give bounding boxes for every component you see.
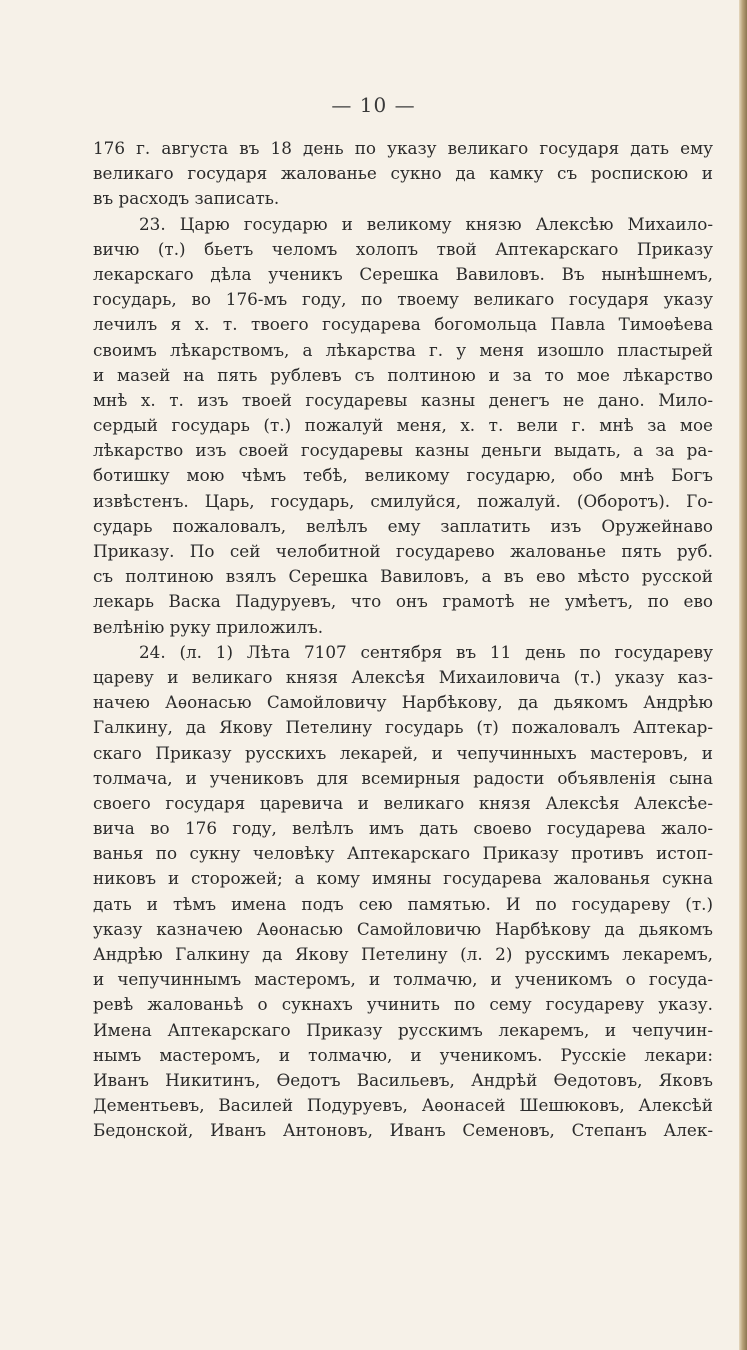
text-line: и мазей на пять рублевъ съ полтиною и за то мое лѣкарство <box>93 364 713 385</box>
text-line: своего государя царевича и великаго князя Алексѣя Алексѣе- <box>93 792 713 813</box>
text-line: вича во 176 году, велѣлъ имъ дать своево государева жало- <box>93 818 713 839</box>
text-line: Дементьевъ, Василей Подуруевъ, Аѳонасей Шешюковъ, Алексѣй <box>93 1095 713 1116</box>
text-line: Иванъ Никитинъ, Ѳедотъ Васильевъ, Андрѣй Ѳедотовъ, Яковъ <box>93 1069 713 1090</box>
text-line: съ полтиною взялъ Серешка Вавиловъ, а въ ево мѣсто русской <box>93 566 713 587</box>
text-line: лекарь Васка Падуруевъ, что онъ грамотѣ не умѣетъ, по ево <box>93 591 713 612</box>
text-line: Галкину, да Якову Петелину государь (т) пожаловалъ Аптекар- <box>93 717 713 738</box>
text-line: нымъ мастеромъ, и толмачю, и ученикомъ. Русскіе лекари: <box>93 1044 713 1065</box>
body-text <box>93 136 713 1144</box>
entry-24-start: 24. (л. 1) Лѣта 7107 сентября въ 11 день по государеву <box>139 641 713 662</box>
text-line: указу казначею Аѳонасью Самойловичю Нарбѣкову да дьякомъ <box>93 918 713 939</box>
text-line: лекарскаго дѣла ученикъ Серешка Вавиловъ. Въ нынѣшнемъ, <box>93 263 713 284</box>
text-line: вичю (т.) бьетъ челомъ холопъ твой Аптекарскаго Приказу <box>93 238 713 259</box>
text-line: извѣстенъ. Царь, государь, смилуйся, пожалуй. (Оборотъ). Го- <box>93 490 713 511</box>
text-line: ванья по сукну человѣку Аптекарскаго Приказу противъ истоп- <box>93 843 713 864</box>
text-line: ботишку мою чѣмъ тебѣ, великому государю, обо мнѣ Богъ <box>93 465 713 486</box>
text-line: государь, во 176-мъ году, по твоему великаго государя указу <box>93 289 713 310</box>
text-line: въ расходъ записать. <box>93 188 280 209</box>
text-line: мнѣ х. т. изъ твоей государевы казны денегъ не дано. Мило- <box>93 389 713 410</box>
text-line: сердый государь (т.) пожалуй меня, х. т. вели г. мнѣ за мое <box>93 415 713 436</box>
text-line: велѣнію руку приложилъ. <box>93 616 324 637</box>
text-line: и чепучиннымъ мастеромъ, и толмачю, и ученикомъ о госуда- <box>93 969 713 990</box>
text-line: 176 г. августа въ 18 день по указу великаго государя дать ему <box>93 138 713 158</box>
text-line: Бедонской, Иванъ Антоновъ, Иванъ Семеновъ, Степанъ Алек- <box>93 1120 713 1141</box>
text-line: дать и тѣмъ имена подъ сею памятью. И по государеву (т.) <box>93 893 713 914</box>
text-line: лечилъ я х. т. твоего государева богомольца Павла Тимоѳѣева <box>93 314 713 335</box>
text-line: никовъ и сторожей; а кому имяны государева жалованья сукна <box>93 868 713 889</box>
text-line: Приказу. По сей челобитной государево жалованье пять руб. <box>93 541 713 561</box>
text-line: своимъ лѣкарствомъ, а лѣкарства г. у меня изошло пластырей <box>93 339 713 360</box>
text-line: начею Аѳонасью Самойловичу Нарбѣкову, да дьякомъ Андрѣю <box>93 692 713 713</box>
text-line: великаго государя жалованье сукно да камку съ роспискою и <box>93 163 713 184</box>
text-line: сударь пожаловалъ, велѣлъ ему заплатить изъ Оружейнаво <box>93 515 713 536</box>
text-line: скаго Приказу русскихъ лекарей, и чепучинныхъ мастеровъ, и <box>93 742 713 763</box>
page-number: — 10 — <box>331 93 416 117</box>
entry-23-start: 23. Царю государю и великому князю Алексѣю Михаило- <box>139 213 713 234</box>
text-line: лѣкарство изъ своей государевы казны деньги выдать, а за ра- <box>93 440 713 461</box>
text-line: Андрѣю Галкину да Якову Петелину (л. 2) русскимъ лекаремъ, <box>93 944 713 964</box>
text-line: толмача, и учениковъ для всемирныя радости объявленія сына <box>93 767 713 788</box>
text-line: цареву и великаго князя Алексѣя Михаиловича (т.) указу каз- <box>93 666 713 687</box>
page-edge <box>739 0 747 1350</box>
text-line: ревѣ жалованьѣ о сукнахъ учинить по сему государеву указу. <box>93 994 713 1015</box>
text-line: Имена Аптекарскаго Приказу русскимъ лекаремъ, и чепучин- <box>93 1019 713 1040</box>
